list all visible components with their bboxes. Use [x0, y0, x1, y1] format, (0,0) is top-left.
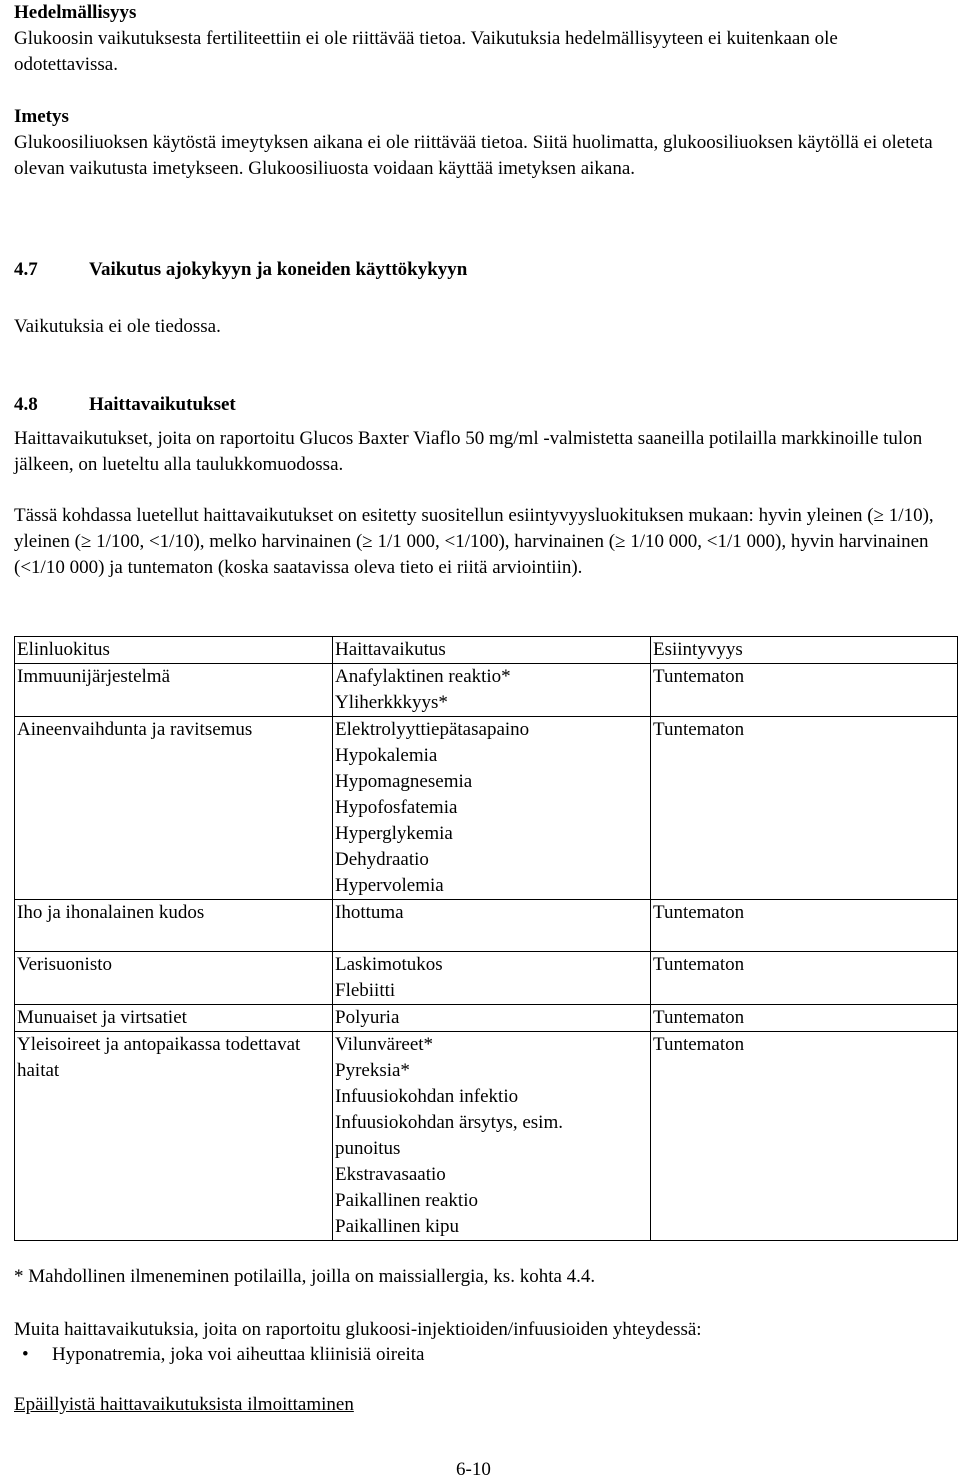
column-header-frequency: Esiintyvyys: [651, 637, 958, 664]
section-4-8-heading: [14, 392, 236, 418]
organ-class-cell: Aineenvaihdunta ja ravitsemus: [15, 717, 333, 900]
organ-class-cell: Immuunijärjestelmä: [15, 664, 333, 717]
list-item-text: Hyponatremia, joka voi aiheuttaa kliinisiä oireita: [52, 1344, 425, 1365]
section-4-8-body: Haittavaikutukset, joita on raportoitu Glucos Baxter Viaflo 50 mg/ml -valmistetta saaneilla potilailla markkinoille tulon jälkeen, on lueteltu alla taulukkomuodossa.: [14, 428, 923, 475]
adverse-effect-item: Polyuria: [335, 1007, 400, 1028]
adverse-effect-cell: [333, 664, 651, 717]
bullet-icon: •: [22, 1344, 29, 1365]
frequency-classification-text: Tässä kohdassa luetellut haittavaikutukset on esitetty suositellun esiintyvyysluokituksen mukaan: hyvin yleinen (≥ 1/10), yleinen (≥ 1/100, <1/10), melko harvinainen (≥ 1/1 000, <1/100), harvinainen (≥ 1/10 000, <1/1 000), hyvin harvinainen (<1/10 000) ja tuntematon (koska saatavissa oleva tieto ei riitä arviointiin).: [14, 505, 934, 578]
table-row: [15, 900, 958, 952]
fertility-heading: Hedelmällisyys: [14, 2, 137, 23]
adverse-effects-table: [14, 636, 958, 1241]
table-row: [15, 1005, 958, 1032]
adverse-effect-item: Infuusiokohdan ärsytys, esim.: [335, 1112, 563, 1133]
organ-class-cell: Munuaiset ja virtsatiet: [15, 1005, 333, 1032]
frequency-cell: Tuntematon: [651, 900, 958, 952]
adverse-effect-cell: [333, 952, 651, 1005]
report-adverse-effects-heading: Epäillyistä haittavaikutuksista ilmoittaminen: [14, 1394, 354, 1415]
adverse-effect-item: Vilunväreet*: [335, 1034, 434, 1055]
breastfeeding-section: [14, 104, 944, 182]
adverse-effect-item: Anafylaktinen reaktio*: [335, 666, 511, 687]
organ-class-cell: Yleisoireet ja antopaikassa todettavat haitat: [15, 1032, 333, 1241]
adverse-effect-item: Paikallinen kipu: [335, 1216, 460, 1237]
adverse-effect-item: Hypofosfatemia: [335, 797, 458, 818]
column-header-organ-class: Elinluokitus: [15, 637, 333, 664]
table-row: [15, 952, 958, 1005]
adverse-effect-item: Paikallinen reaktio: [335, 1190, 478, 1211]
adverse-effect-item: Dehydraatio: [335, 849, 429, 870]
section-4-7-title: Vaikutus ajokykyyn ja koneiden käyttökykyyn: [89, 259, 468, 280]
adverse-effect-item: Pyreksia*: [335, 1060, 410, 1081]
section-4-8-title: Haittavaikutukset: [89, 394, 236, 415]
section-4-7-number: 4.7: [14, 259, 38, 280]
adverse-effect-item: Flebiitti: [335, 980, 396, 1001]
table-row: [15, 717, 958, 900]
breastfeeding-body: Glukoosiliuoksen käytöstä imeytyksen aikana ei ole riittävää tietoa. Siitä huolimatta, glukoosiliuoksen käytöllä ei oleteta olevan vaikutusta imetykseen. Glukoosiliuosta voidaan käyttää imetyksen aikana.: [14, 132, 933, 179]
frequency-cell: Tuntematon: [651, 952, 958, 1005]
adverse-effect-cell: [333, 1032, 651, 1241]
table-row: [15, 1032, 958, 1241]
adverse-effect-item: Hyperglykemia: [335, 823, 453, 844]
adverse-effect-item: Laskimotukos: [335, 954, 443, 975]
frequency-cell: Tuntematon: [651, 717, 958, 900]
page-number: 6-10: [456, 1459, 491, 1480]
fertility-section: [14, 0, 944, 78]
organ-class-cell: Iho ja ihonalainen kudos: [15, 900, 333, 952]
adverse-effect-cell: [333, 900, 651, 952]
adverse-effect-item: Hypomagnesemia: [335, 771, 473, 792]
adverse-effect-item: Ihottuma: [335, 902, 404, 923]
section-4-8-number: 4.8: [14, 394, 38, 415]
frequency-cell: Tuntematon: [651, 664, 958, 717]
other-effects-list: [22, 1342, 425, 1368]
column-header-adverse-effect: Haittavaikutus: [333, 637, 651, 664]
table-row: [15, 664, 958, 717]
section-4-7-heading: [14, 257, 467, 283]
adverse-effect-item: Ekstravasaatio: [335, 1164, 446, 1185]
adverse-effect-item: Yliherkkkyys*: [335, 692, 448, 713]
section-4-7-body: Vaikutuksia ei ole tiedossa.: [14, 316, 221, 337]
list-item: [22, 1342, 425, 1368]
adverse-effect-item: Hypokalemia: [335, 745, 438, 766]
frequency-cell: Tuntematon: [651, 1032, 958, 1241]
adverse-effect-cell: [333, 717, 651, 900]
table-header-row: [15, 637, 958, 664]
fertility-body: Glukoosin vaikutuksesta fertiliteettiin ei ole riittävää tietoa. Vaikutuksia hedelmällisyyteen ei kuitenkaan ole odotettavissa.: [14, 28, 838, 75]
breastfeeding-heading: Imetys: [14, 106, 69, 127]
adverse-effect-item: Elektrolyyttiepätasapaino: [335, 719, 530, 740]
other-effects-intro: Muita haittavaikutuksia, joita on raportoitu glukoosi-injektioiden/infuusioiden yhteydessä:: [14, 1319, 702, 1340]
adverse-effect-item: Hypervolemia: [335, 875, 444, 896]
organ-class-cell: Verisuonisto: [15, 952, 333, 1005]
adverse-effect-item: punoitus: [335, 1138, 401, 1159]
adverse-effect-cell: [333, 1005, 651, 1032]
frequency-cell: Tuntematon: [651, 1005, 958, 1032]
adverse-effect-item: Infuusiokohdan infektio: [335, 1086, 519, 1107]
table-footnote: * Mahdollinen ilmeneminen potilailla, joilla on maissiallergia, ks. kohta 4.4.: [14, 1266, 596, 1287]
